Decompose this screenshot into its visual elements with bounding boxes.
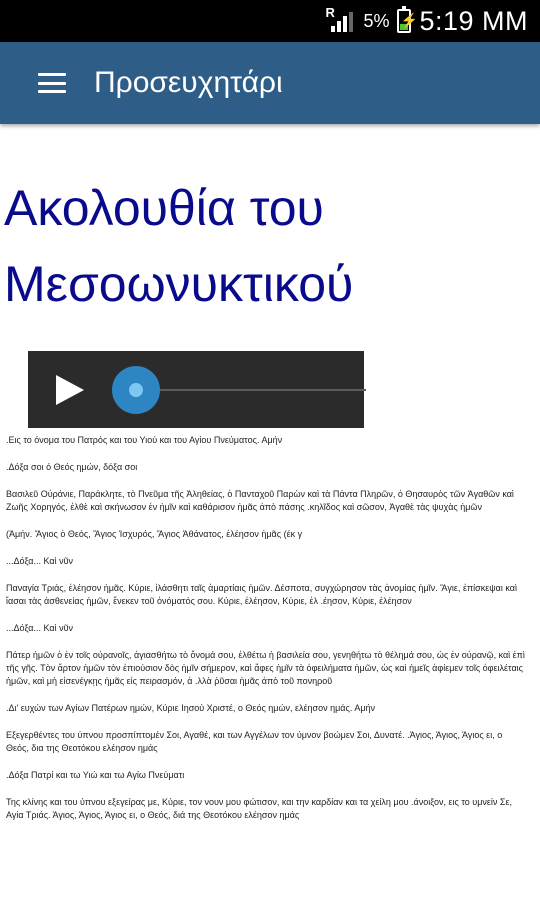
prayer-paragraph: ...Δόξα... Καὶ νῦν — [6, 556, 74, 566]
roaming-indicator: R — [325, 5, 335, 20]
prayer-paragraph: Της κλίνης και του ύπνου εξεγείρας με, Κύριε, τον νουν μου φώτισον, και την καρδίαν και τα χείλη μου .άνοιξον, εις το υμνείν Σε, Αγία Τριάς. Άγιος, Άγιος, Άγιος ει, ο Θεός, διά της Θεοτόκου ελέησον ημάς — [6, 797, 512, 820]
app-bar — [0, 42, 540, 124]
hamburger-menu-icon[interactable] — [38, 73, 66, 93]
audio-player — [28, 351, 364, 428]
prayer-paragraph: Βασιλεῦ Οὐράνιε, Παράκλητε, τὸ Πνεῦμα τῆς Ἀληθείας, ὁ Πανταχοῦ Παρὼν καὶ τὰ Πάντα Πληρῶν, ὁ Θησαυρὸς τῶν Ἀγαθῶν καὶ Ζωῆς Χορηγός, ἐλθὲ καὶ σκήνωσον ἐν ἡμῖν καὶ καθάρισον ἡμᾶς ἀπὸ πάσης .κηλῖδος καὶ σῶσον, Ἀγαθὲ τὰς ψυχὰς ἡμῶν — [6, 489, 514, 512]
prayer-paragraph: Πάτερ ἡμῶν ὁ ἐν τοῖς οὐρανοῖς, ἁγιασθήτω τὸ ὄνομά σου, ἐλθέτω ἡ βασιλεία σου, γενηθήτω τὸ θέλημά σου, ὡς ἐν οὐρανῷ, καὶ ἐπὶ τῆς γῆς. Τὸν ἄρτον ἡμῶν τὸν ἐπιούσιον δὸς ἡμῖν σήμερον, καὶ ἄφες ἡμῖν τὰ ὀφειλήματα ἡμῶν, ὡς καὶ ἡμεῖς ἀφίεμεν τοῖς ὀφειλέταις ἡμῶν, καὶ μὴ εἰσενέγκῃς ἡμᾶς εἰς πειρασμόν, ἀ .λλὰ ῥῦσαι ἡμᾶς ἀπὸ τοῦ πονηροῦ — [6, 650, 525, 686]
prayer-paragraph: (Ἀμήν. Ἅγιος ὁ Θεός, Ἅγιος Ἰσχυρός, Ἅγιος Ἀθάνατος, ἐλέησον ἡμᾶς (έκ γ — [6, 529, 303, 539]
app-title: Προσευχητάρι — [94, 66, 283, 99]
signal-icon — [325, 5, 355, 34]
prayer-paragraph: .Δόξα σοι ό Θεός ημών, δόξα σοι — [6, 462, 138, 472]
prayer-paragraph: .Δόξα Πατρί και τω Υιώ και τω Αγίω Πνεύματι — [6, 770, 185, 780]
play-icon[interactable] — [52, 373, 86, 407]
prayer-paragraph: Εξεγερθέντες του ύπνου προσπίπτομέν Σοι, Αγαθέ, και των Αγγέλων τον ύμνον βοώμεν Σοι, Δυνατέ. .Άγιος, Άγιος, Άγιος ει, ο Θεός, δια της Θεοτόκου ελέησον ημάς — [6, 730, 503, 753]
prayer-paragraph: Παναγία Τριάς, ἐλέησον ἡμᾶς. Κύριε, ἱλάσθητι ταῖς ἁμαρτίαις ἡμῶν. Δέσποτα, συγχώρησον τὰς ἀνομίας ἡμῖν. Ἅγιε, ἐπίσκεψαι καὶ ἴασαι τὰς ἀσθενείας ἡμῶν, ἕνεκεν τοῦ ὀνόματός σου. Κύριε, ἐλέησον, Κύριε, ἐλ .έησον, Κύριε, ἐλέησον — [6, 583, 517, 606]
seek-thumb[interactable] — [112, 366, 160, 414]
seek-bar[interactable] — [160, 389, 366, 391]
battery-percent: 5% — [363, 10, 390, 31]
status-bar — [0, 0, 540, 42]
content-area[interactable] — [0, 124, 540, 900]
prayer-text — [6, 434, 526, 836]
clock: 5:19 MM — [419, 5, 528, 36]
battery-charging-icon: ⚡ — [397, 9, 411, 33]
prayer-paragraph: ...Δόξα... Καὶ νῦν — [6, 623, 74, 633]
prayer-paragraph: .Δι' ευχών των Αγίων Πατέρων ημών, Κύριε Ιησού Χριστέ, ο Θεός ημών, ελέησον ημάς. Αμήν — [6, 703, 376, 713]
page-title: Ακολουθία του Μεσοωνυκτικού — [4, 180, 354, 312]
prayer-paragraph: .Εις το όνομα του Πατρός και του Υιού και του Αγίου Πνεύματος. Αμήν — [6, 435, 283, 445]
